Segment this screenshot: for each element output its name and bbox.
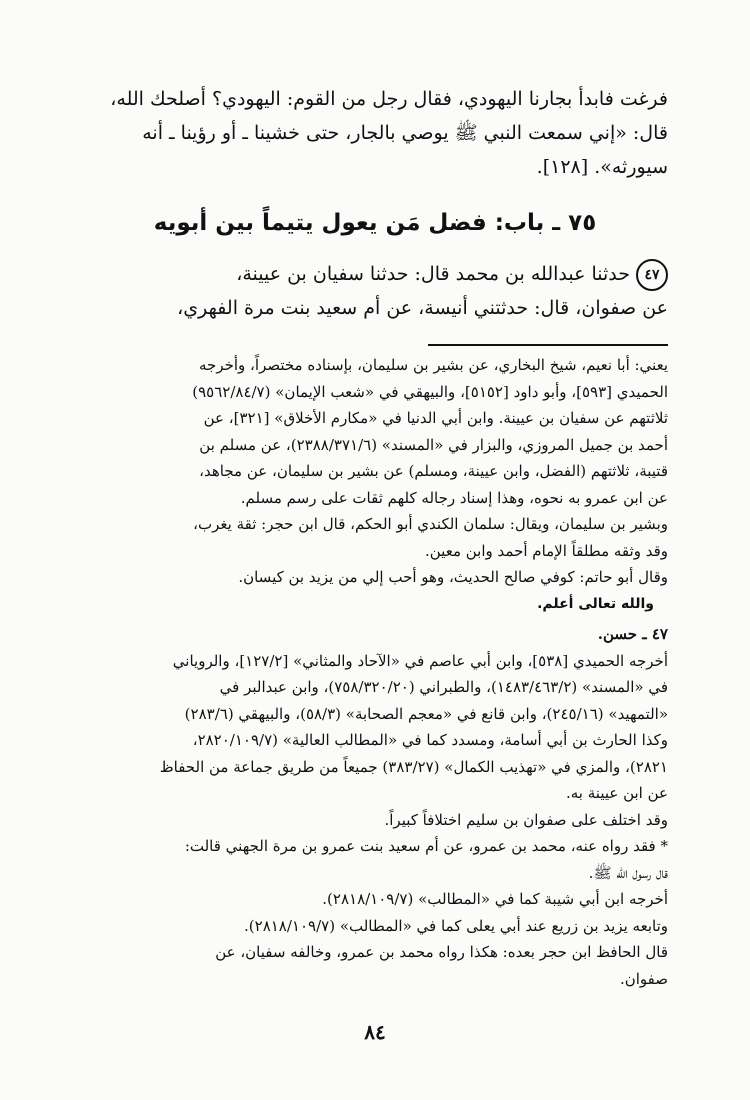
footnote-line: «التمهيد» (٢٤٥/١٦)، وابن قانع في «معجم الصحابة» (٥٨/٣)، والبيهقي (٢٨٣/٦) [184,704,668,723]
footnote-line: عن ابن عمرو به نحوه، وهذا إسناد رجاله كلهم ثقات على رسم مسلم. [240,488,668,507]
footnote-line: ثلاثتهم عن سفيان بن عيينة. وابن أبي الدنيا في «مكارم الأخلاق» [٣٢١]، عن [203,409,668,427]
footnote-line: أحمد بن جميل المروزي، والبزار في «المسند» (٢٣٨٨/٣٧١/٦)، عن مسلم بن [199,435,668,454]
text-line [78,257,668,291]
footnote-line: * فقد رواه عنه، محمد بن عمرو، عن أم سعيد بنت عمرو بن مرة الجهني قالت: [184,837,668,855]
hadith-text [78,257,668,325]
footnote-line: وبشير بن سليمان، ويقال: سلمان الكندي أبو الحكم، قال ابن حجر: ثقة يغرب، [193,515,668,533]
footnote-closing: والله تعالى أعلم. [537,595,654,612]
hadith-line: حدثنا عبدالله بن محمد قال: حدثنا سفيان بن عيينة، [236,263,630,285]
footnote-line: وكذا الحارث بن أبي أسامة، ومسدد كما في «المطالب العالية» (٢٨٢٠/١٠٩/٧، [192,731,668,749]
text-line: فرغت فابدأ بجارنا اليهودي، فقال رجل من القوم: اليهودي؟ أصلحك الله، [110,88,668,110]
footnote-line: أخرجه ابن أبي شيبة كما في «المطالب» (٢٨١٨/١٠٩/٧). [322,890,668,908]
chapter-heading: ٧٥ ـ باب: فضل مَن يعول يتيماً بين أبويه [153,210,597,236]
footnote-line: يعني: أبا نعيم، شيخ البخاري، عن بشير بن سليمان، بإسناده مختصراً، وأخرجه [199,356,668,374]
footnote-line: قال رسول الله ﷺ. [588,863,668,882]
footnotes-part-2 [78,621,668,992]
footnote-line: قتيبة، ثلاثتهم (الفضل، وابن عيينة، ومسلم) عن بشير بن سليمان، عن مجاهد، [199,462,668,480]
text-line: قال: «إني سمعت النبي ﷺ يوصي بالجار، حتى خشينا ـ أو رؤينا ـ أنه [142,122,668,144]
footnote-line: ٢٨٢١)، والمزي في «تهذيب الكمال» (٣٨٣/٢٧) جميعاً من طريق جماعة من الحفاظ [159,757,668,776]
footnote-line: في «المسند» (١٤٨٣/٤٦٣/٢)، والطبراني (٧٥٨/٣٢٠/٢٠)، وابن عبدالبر في [219,678,668,696]
footnote-line: صفوان. [619,969,668,988]
footnote-line: قال الحافظ ابن حجر بعده: هكذا رواه محمد بن عمرو، وخالفه سفيان، عن [215,943,668,961]
footnote-line: الحميدي [٥٩٣]، وأبو داود [٥١٥٢]، والبيهقي في «شعب الإيمان» (٩٥٦٢/٨٤/٧) [192,382,668,401]
main-text-top [78,82,668,184]
hadith-number-badge: ٤٧ [636,259,668,291]
hadith-line: عن صفوان، قال: حدثتني أنيسة، عن أم سعيد بنت مرة الفهري، [177,297,668,319]
footnote-line: وقال أبو حاتم: كوفي صالح الحديث، وهو أحب إلي من يزيد بن كيسان. [238,568,668,586]
page-number: ٨٤ [364,1020,386,1044]
footnote-divider [428,344,668,346]
footnote-line: أخرجه الحميدي [٥٣٨]، وابن أبي عاصم في «الآحاد والمثاني» [١٢٧/٢]، والروياني [172,651,668,670]
footnote-line: وتابعه يزيد بن زريع عند أبي يعلى كما في «المطالب» (٢٨١٨/١٠٩/٧). [244,916,668,935]
footnote-line: وقد اختلف على صفوان بن سليم اختلافاً كبيراً. [384,810,668,829]
footnote-line: وقد وثقه مطلقاً الإمام أحمد وابن معين. [425,541,668,560]
footnote-label: ٤٧ ـ حسن. [597,625,668,643]
text-line: سيورثه». [١٢٨]. [536,156,668,178]
footnote-line: عن ابن عيينة به. [566,784,668,802]
footnotes-part-1 [78,352,668,617]
